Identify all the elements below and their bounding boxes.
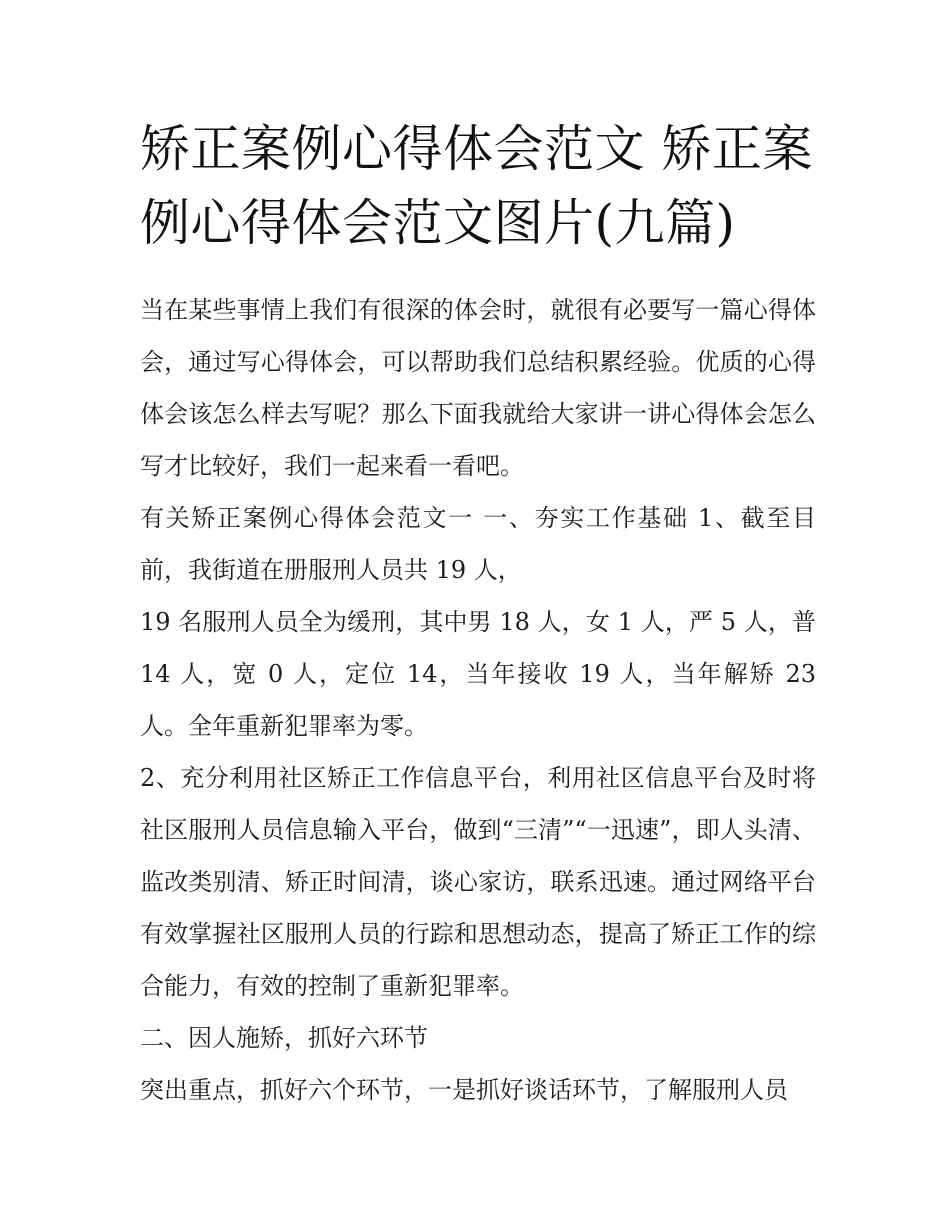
paragraph-six-links: 突出重点，抓好六个环节，一是抓好谈话环节，了解服刑人员 [140, 1076, 788, 1104]
paragraph-section-two-heading: 二、因人施矫，抓好六环节 [140, 1024, 428, 1052]
paragraph-platform: 2、充分利用社区矫正工作信息平台，利用社区信息平台及时将社区服刑人员信息输入平台，做到“三清”“一迅速”，即人头清、监改类别清、矫正时间清，谈心家访，联系迅速。通过网络平台有效掌握社区服刑人员的行踪和思想动态，提高了矫正工作的综合能力，有效的控制了重新犯罪率。 [140, 764, 816, 1000]
paragraph-statistics: 19 名服刑人员全为缓刑，其中男 18 人，女 1 人，严 5 人，普 14 人，宽 0 人，定位 14，当年接收 19 人，当年解矫 23 人。全年重新犯罪率为零。 [140, 608, 816, 740]
paragraph-section-one: 有关矫正案例心得体会范文一 一、夯实工作基础 1、截至目前，我街道在册服刑人员共 19 人， [140, 504, 816, 584]
document-body [140, 284, 816, 1116]
document-page [140, 112, 816, 1116]
paragraph-intro: 当在某些事情上我们有很深的体会时，就很有必要写一篇心得体会，通过写心得体会，可以帮助我们总结积累经验。优质的心得体会该怎么样去写呢？那么下面我就给大家讲一讲心得体会怎么写才比较好，我们一起来看一看吧。 [140, 296, 816, 480]
document-title: 矫正案例心得体会范文 矫正案例心得体会范文图片(九篇) [140, 120, 813, 252]
